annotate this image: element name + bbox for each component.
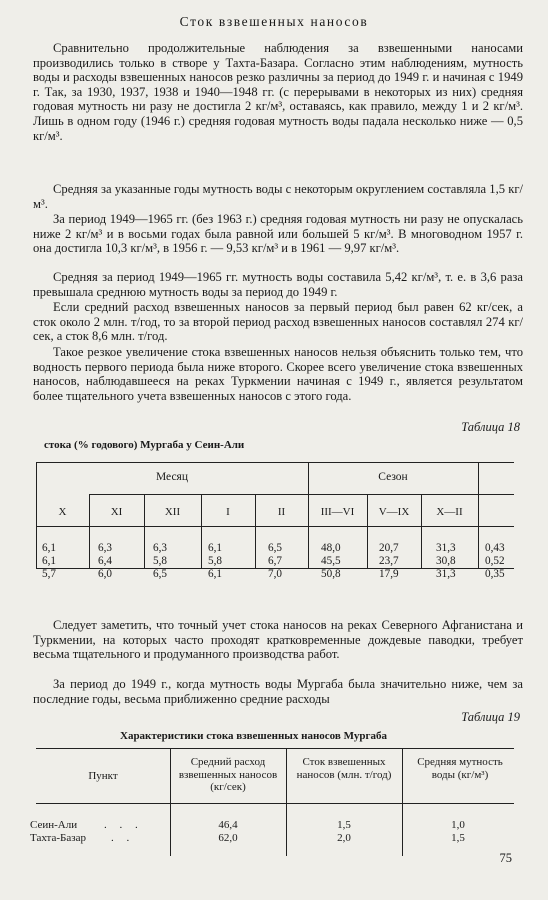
leader-dots: . . . xyxy=(104,819,143,831)
table19-header-point: Пункт xyxy=(88,770,118,782)
season-header: X—II xyxy=(436,506,463,518)
season-header: V—IX xyxy=(378,506,410,518)
paragraph-3: За период 1949—1965 гг. (без 1963 г.) средняя годовая мутность ни разу не опускалась ниже 2 кг/м³ и в восьми годах была равной или большей 5 кг/м³. В многоводном 1957 г. она достигла 10,3 кг/м³, в 1956 г. — 9,53 кг/м³ и в 1961 — 9,97 кг/м³. xyxy=(33,212,523,256)
table18-cell: 20,7 23,7 17,9 xyxy=(379,542,399,580)
table19 xyxy=(30,748,514,858)
month-header: X xyxy=(58,506,67,518)
table19-row-label: Тахта-Базар xyxy=(30,832,86,844)
month-header: II xyxy=(277,506,286,518)
month-header: XI xyxy=(110,506,123,518)
table18-cell: 6,3 5,8 6,5 xyxy=(153,542,167,580)
table18-cell: 48,0 45,5 50,8 xyxy=(321,542,341,580)
group-season-header: Сезон xyxy=(378,471,408,483)
table18-caption: стока (% годового) Мургаба у Сеин-Али xyxy=(44,439,245,451)
table18-cell: 31,3 30,8 31,3 xyxy=(436,542,456,580)
table18-cell: 6,3 6,4 6,0 xyxy=(98,542,112,580)
leader-dots: . . xyxy=(111,832,135,844)
table19-cell: 62,0 xyxy=(218,832,238,844)
table19-cell: 1,0 xyxy=(451,819,465,831)
table19-cell: 46,4 xyxy=(218,819,238,831)
paragraph-6: Такое резкое увеличение стока взвешенных наносов нельзя объяснить только тем, что водность первого периода была ниже второго. Скорее всего увеличение стока взвешенных наносов, наблюдавшееся на реках Туркмении начиная с 1949 г., является результатом более тщательного учета взвешенных наносов с этого года. xyxy=(33,345,523,403)
table18 xyxy=(36,462,514,580)
table18-number: Таблица 18 xyxy=(461,420,520,434)
paragraph-2: Средняя за указанные годы мутность воды с некоторым округлением составляла 1,5 кг/м³. xyxy=(33,182,523,211)
table19-cell: 2,0 xyxy=(337,832,351,844)
paragraph-5: Если средний расход взвешенных наносов за первый период был равен 62 кг/сек, а сток около 2 млн. т/год, то за второй период расход взвешенных наносов составлял 274 кг/сек, а сток 8,6 млн. т/год. xyxy=(33,300,523,344)
table18-cell: 6,1 6,1 5,7 xyxy=(42,542,56,580)
table19-header-runoff: Сток взвешенных наносов (млн. т/год) xyxy=(296,756,392,781)
month-header: XII xyxy=(164,506,181,518)
paragraph-4: Средняя за период 1949—1965 гг. мутность воды составила 5,42 кг/м³, т. е. в 3,6 раза превышала среднюю мутность воды за период до 1949 г. xyxy=(33,270,523,299)
section-title: Сток взвешенных наносов xyxy=(179,14,369,29)
month-header: I xyxy=(226,506,230,518)
table18-cell: 6,5 6,7 7,0 xyxy=(268,542,282,580)
page-number: 75 xyxy=(499,851,512,865)
group-month-header: Месяц xyxy=(155,471,188,483)
table19-number: Таблица 19 xyxy=(461,710,520,724)
table19-cell: 1,5 xyxy=(337,819,351,831)
paragraph-7: Следует заметить, что точный учет стока наносов на реках Северного Афганистана и Туркмении, на которых часто проходят кратковременные дождевые паводки, требует весьма тщательного и продуманного производства работ. xyxy=(33,618,523,662)
table19-row-label: Сеин-Али xyxy=(30,819,78,831)
paragraph-1: Сравнительно продолжительные наблюдения за взвешенными наносами производились только в створе у Тахта-Базара. Согласно этим наблюдениям, мутность воды и расходы взвешенных наносов резко различны за период до 1949 г. и начиная с 1949 г. Так, за 1930, 1937, 1938 и 1940—1948 гг. (с перерывами в некоторых из них) средняя годовая мутность ни разу не достигла 2 кг/м³, оставаясь, как правило, между 1 и 2 кг/м³. Лишь в одном году (1946 г.) средняя годовая мутность воды падала несколько ниже — 0,5 кг/м³. xyxy=(33,41,523,143)
table18-cell: 6,1 5,8 6,1 xyxy=(208,542,222,580)
table19-caption: Характеристики стока взвешенных наносов Мургаба xyxy=(120,730,387,742)
table19-header-turbidity: Средняя мутность воды (кг/м³) xyxy=(417,756,503,781)
table18-cell: 0,43 0,52 0,35 xyxy=(485,542,505,580)
table19-cell: 1,5 xyxy=(451,832,465,844)
season-header: III—VI xyxy=(320,506,355,518)
table19-header-discharge: Средний расход взвешенных наносов (кг/сек) xyxy=(178,756,278,793)
paragraph-8: За период до 1949 г., когда мутность воды Мургаба была значительно ниже, чем за последние годы, весьма приближенно средние расходы xyxy=(33,677,523,706)
